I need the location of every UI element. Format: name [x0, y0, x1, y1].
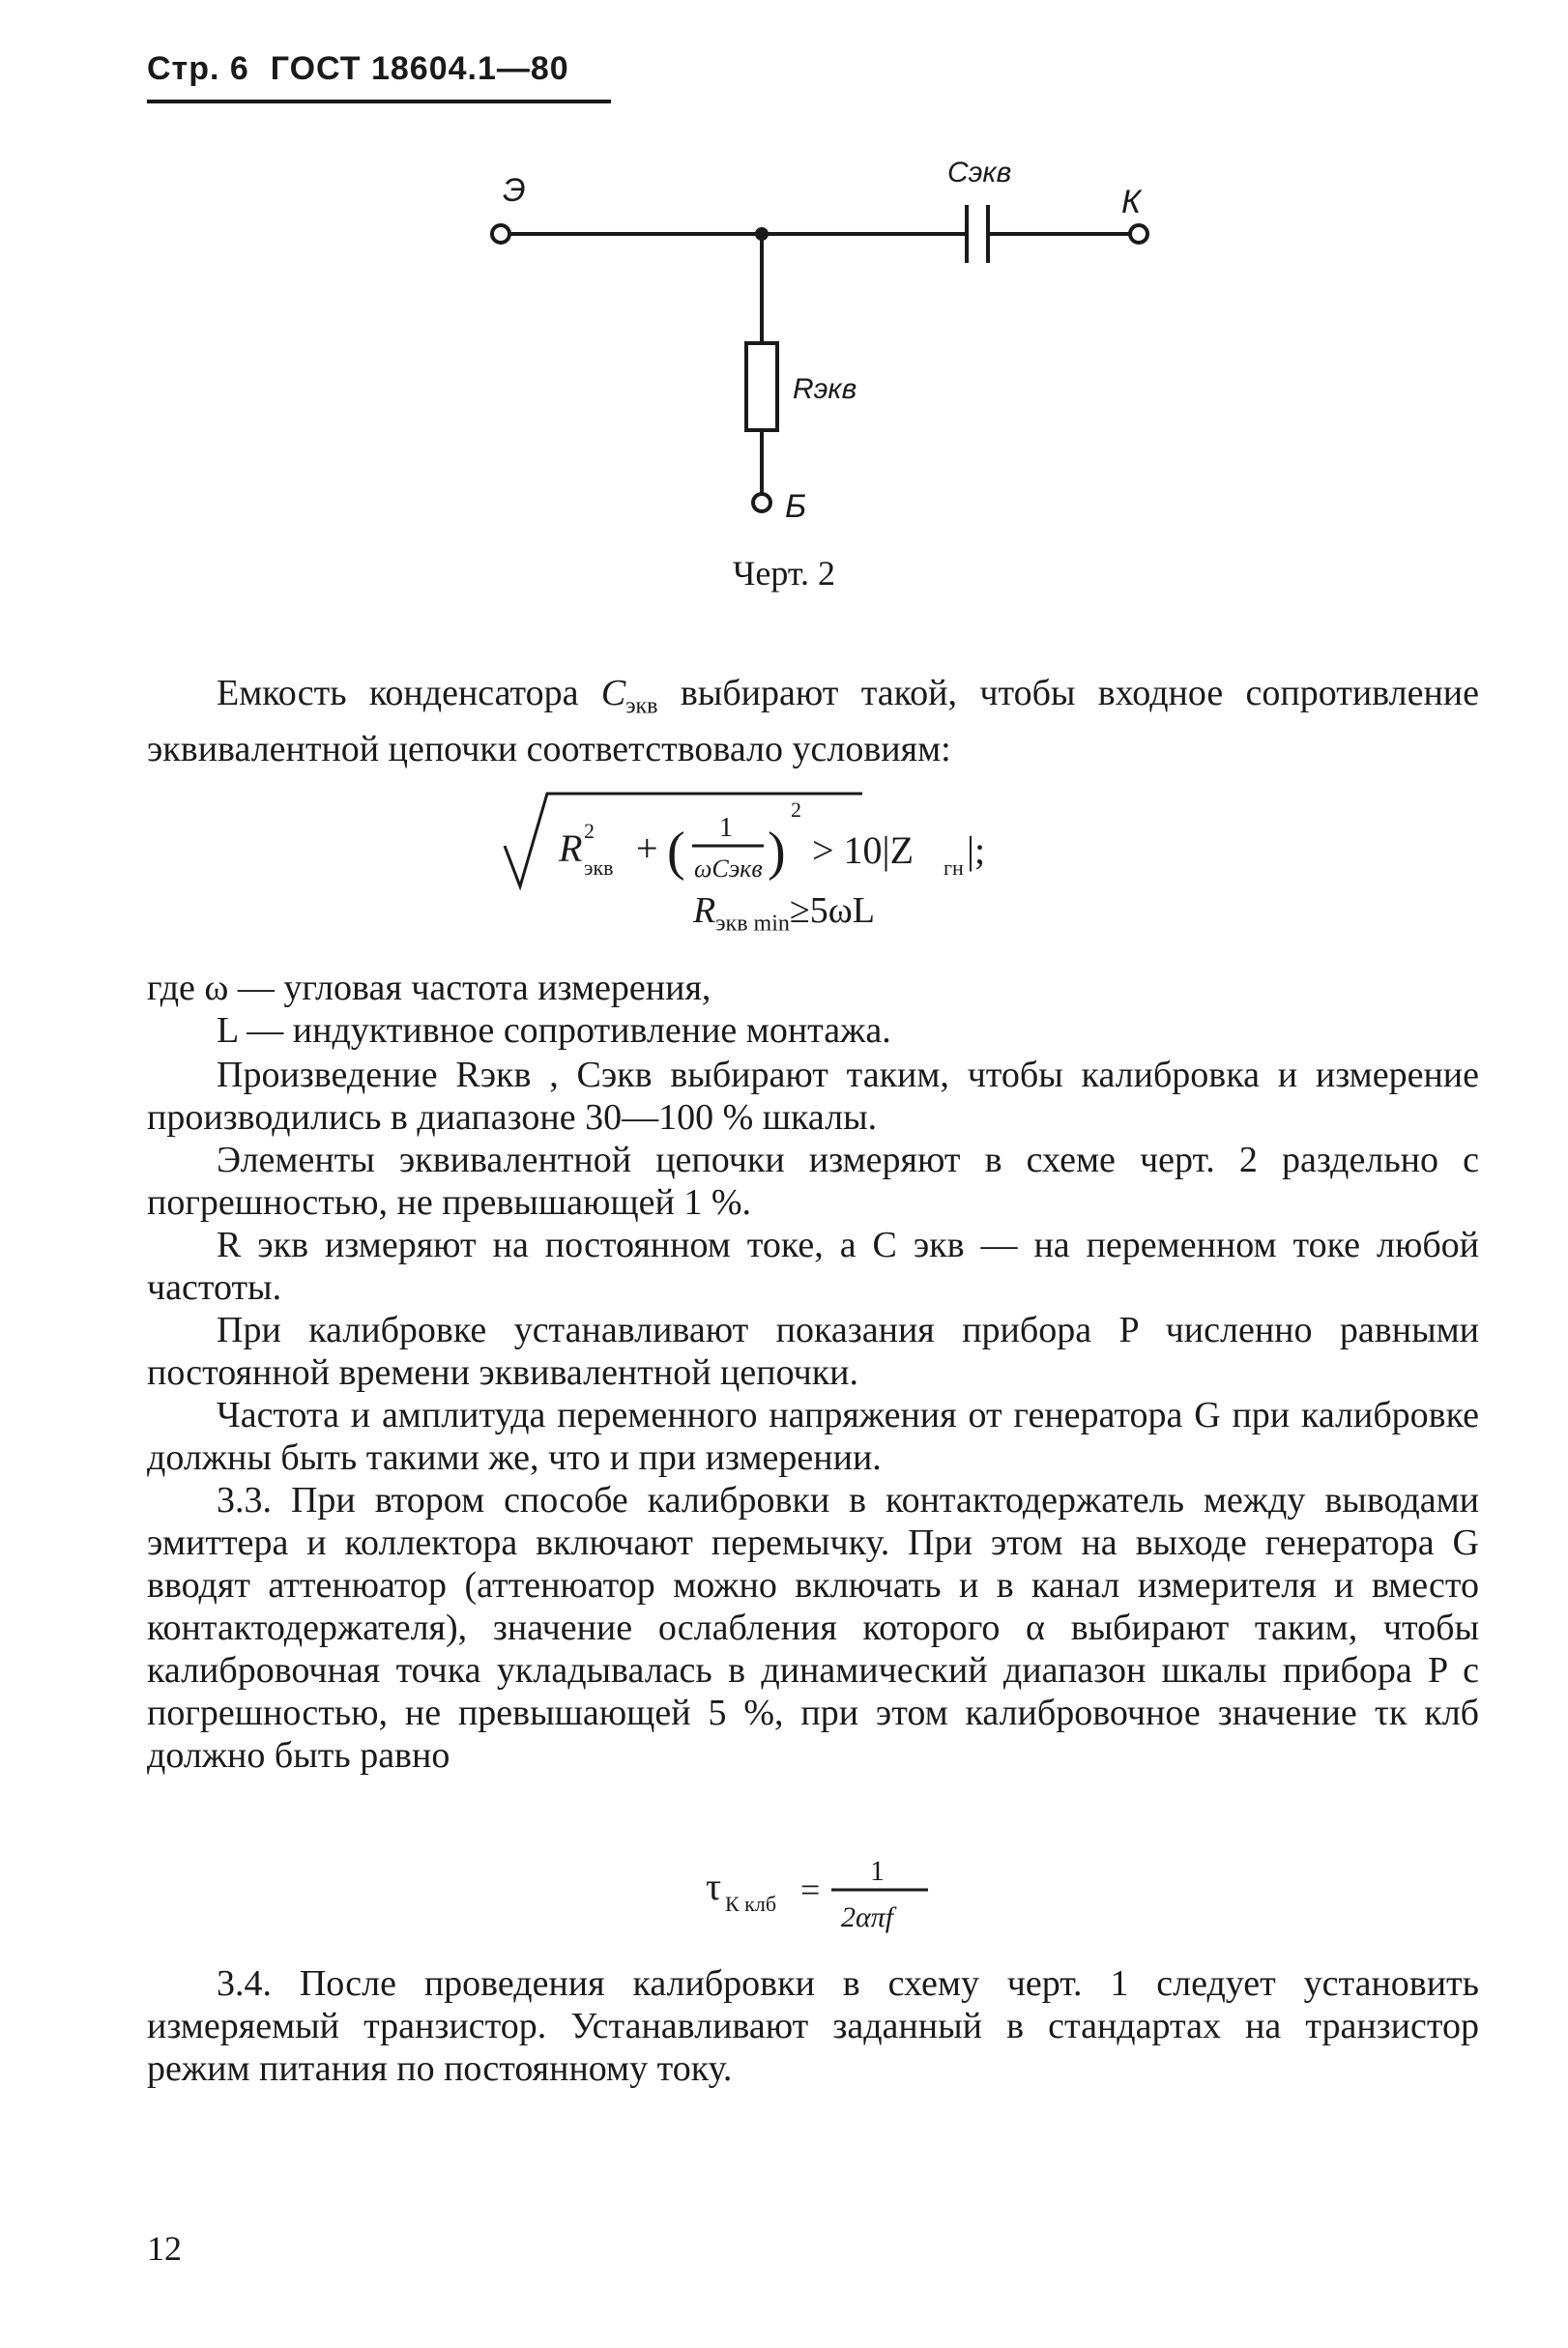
- f3-denominator: 2απf: [841, 1901, 894, 1933]
- capacitor-label: Cэкв: [947, 157, 1012, 188]
- text-p4: R экв измеряют на постоянном токе, а C экв — на переменном токе любой частоты.: [147, 1225, 1479, 1308]
- f1-z-sub: гн: [944, 855, 964, 880]
- text-p2: Произведение Rэкв , Cэкв выбирают таким, чтобы калибровка и измерение производились в диапазоне 30—100 % шкалы.: [147, 1055, 1479, 1138]
- header-standard: ГОСТ 18604.1—80: [270, 50, 569, 87]
- f1-numerator: 1: [719, 813, 733, 843]
- text-p6: Частота и амплитуда переменного напряжения от генератора G при калибровке должны быть такими же, что и при измерении.: [147, 1395, 1479, 1478]
- paragraph-elements: [147, 1139, 1479, 1224]
- f3-numerator: 1: [870, 1855, 885, 1887]
- f2-r: R: [693, 890, 716, 931]
- paragraph-measure: [147, 1224, 1479, 1309]
- text-run: Емкость конденсатора: [217, 673, 601, 713]
- text-p3: Элементы эквивалентной цепочки измеряют в схеме черт. 2 раздельно с погрешностью, не превышающей 1 %.: [147, 1140, 1479, 1223]
- formula-tau: [696, 1841, 986, 1938]
- symbol-c: C: [600, 673, 626, 713]
- f2-sub: экв min: [715, 911, 790, 937]
- formula-r-min: [0, 889, 1568, 938]
- resistor-label: Rэкв: [793, 373, 857, 405]
- f1-square: 2: [584, 819, 595, 843]
- paragraph-definitions: [147, 967, 1479, 1052]
- f1-paren-close: ): [768, 822, 786, 882]
- text-run: выбирают такой, чтобы входное сопротивление эквивалентной цепочки соответствовало условиям:: [147, 673, 1479, 769]
- f1-exponent: 2: [791, 797, 801, 822]
- paragraph-product: [147, 1054, 1479, 1139]
- figure-caption: Черт. 2: [733, 554, 835, 593]
- f1-r: R: [559, 826, 583, 870]
- f3-equals: =: [800, 1870, 821, 1909]
- base-label: Б: [785, 488, 807, 525]
- resistor: [746, 343, 777, 430]
- emitter-terminal: [492, 225, 509, 243]
- circuit-diagram: [464, 145, 1199, 551]
- text-p5: При калибровке устанавливают показания прибора P численно равными постоянной времени эквивалентной цепочки.: [147, 1310, 1479, 1393]
- collector-label: К: [1121, 184, 1142, 220]
- header-page-label: Стр. 6: [147, 50, 249, 87]
- paragraph-generator: [147, 1394, 1479, 1479]
- where-l: L — индуктивное сопротивление монтажа.: [217, 1010, 891, 1051]
- emitter-label: Э: [503, 172, 526, 209]
- f1-denominator: ωCэкв: [694, 855, 763, 883]
- f3-sub: К клб: [725, 1892, 777, 1916]
- page-header: [147, 50, 611, 88]
- f1-end: |;: [967, 828, 986, 872]
- base-terminal: [753, 494, 770, 511]
- paragraph-capacitance: [147, 672, 1479, 770]
- header-rule: [147, 100, 611, 103]
- f1-plus: +: [636, 826, 658, 870]
- f1-sub: экв: [584, 855, 614, 880]
- f2-relation: ≥5ωL: [789, 890, 875, 931]
- paragraph-calibration: [147, 1309, 1479, 1394]
- page-number: 12: [147, 2229, 182, 2268]
- paragraph-3-3: [147, 1479, 1479, 1777]
- symbol-sub: экв: [625, 693, 658, 719]
- f1-relation: > 10|Z: [812, 828, 914, 872]
- formula-impedance-condition: [483, 788, 1218, 904]
- where-omega: где ω — угловая частота измерения,: [147, 968, 711, 1008]
- junction-node: [755, 227, 769, 241]
- text-p8: 3.4. После проведения калибровки в схему черт. 1 следует установить измеряемый транзистор. Устанавливают заданный в стандартах на транзистор режим питания по постоянному току.: [147, 1963, 1479, 2089]
- f3-tau: τ: [706, 1865, 722, 1908]
- f1-paren-open: (: [667, 822, 685, 882]
- text-p7: 3.3. При втором способе калибровки в контактодержатель между выводами эмиттера и коллектора включают перемычку. При этом на выходе генератора G вводят аттенюатор (аттенюатор можно включать и в канал измерителя и вместо контактодержателя), значение ослабления которого α выбирают таким, чтобы калибровочная точка укладывалась в динамический диапазон шкалы прибора P с погрешностью, не превышающей 5 %, при этом калибровочное значение τк клб должно быть равно: [147, 1480, 1479, 1776]
- paragraph-3-4: [147, 1962, 1479, 2090]
- collector-terminal: [1130, 225, 1147, 243]
